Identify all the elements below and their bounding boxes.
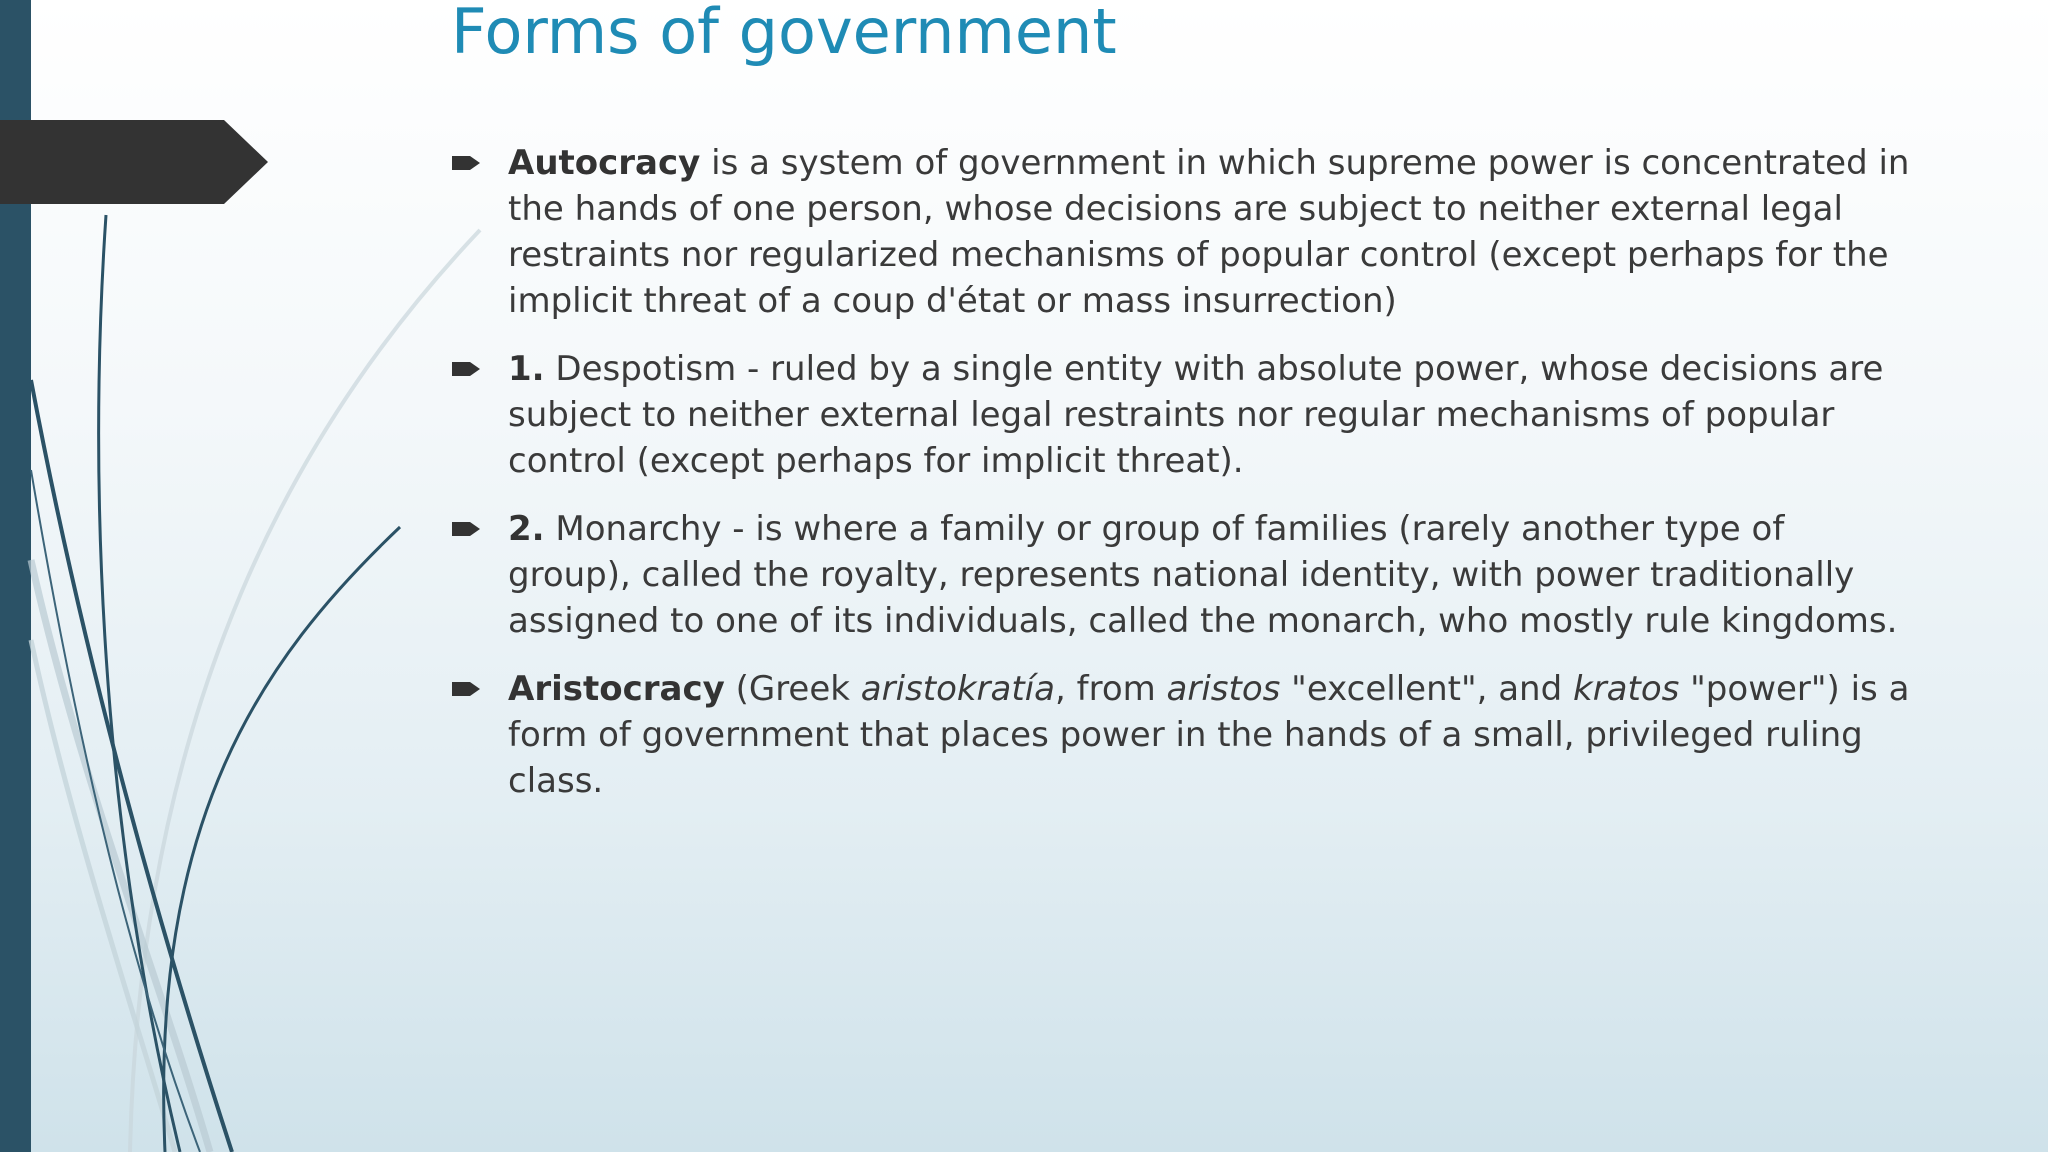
definition-autocracy: is a system of government in which supreme power is concentrated in the hands of one person, whose decisions are subject to neither external legal restraints nor regularized mechanisms of popular control (except perhaps for the implicit threat of a coup d'état or mass insurrection) — [508, 143, 1910, 321]
bullet-item-autocracy — [450, 140, 1910, 324]
arrow-tab-shape — [0, 120, 268, 204]
slide-title: Forms of government — [451, 0, 1117, 68]
aristocracy-text-4: "power") is a form of government that places power in the hands of a small, privileged ruling class. — [508, 669, 1910, 801]
aristocracy-root-aristos: aristos — [1166, 669, 1281, 709]
aristocracy-text-2: , from — [1055, 669, 1167, 709]
bullet-item-despotism — [450, 346, 1910, 484]
bullet-item-aristocracy — [450, 666, 1910, 804]
arrow-bullet-icon — [452, 680, 482, 698]
bullet-item-monarchy — [450, 506, 1910, 644]
definition-despotism: Despotism - ruled by a single entity with absolute power, whose decisions are subject to neither external legal restraints nor regular mechanisms of popular control (except perhaps for implicit threat). — [508, 349, 1884, 481]
arrow-bullet-icon — [452, 520, 482, 538]
number-despotism: 1. — [508, 349, 545, 389]
bullet-list — [450, 140, 1910, 826]
number-monarchy: 2. — [508, 509, 545, 549]
term-aristocracy: Aristocracy — [508, 669, 725, 709]
aristocracy-root-kratos: kratos — [1573, 669, 1680, 709]
arrow-bullet-icon — [452, 154, 482, 172]
aristocracy-text-1: (Greek — [724, 669, 861, 709]
aristocracy-greek-term: aristokratía — [860, 669, 1055, 709]
term-autocracy: Autocracy — [508, 143, 701, 183]
definition-monarchy: Monarchy - is where a family or group of families (rarely another type of group), called the royalty, represents national identity, with power traditionally assigned to one of its individuals, called the monarch, who mostly rule kingdoms. — [508, 509, 1898, 641]
arrow-bullet-icon — [452, 360, 482, 378]
aristocracy-text-3: "excellent", and — [1280, 669, 1573, 709]
